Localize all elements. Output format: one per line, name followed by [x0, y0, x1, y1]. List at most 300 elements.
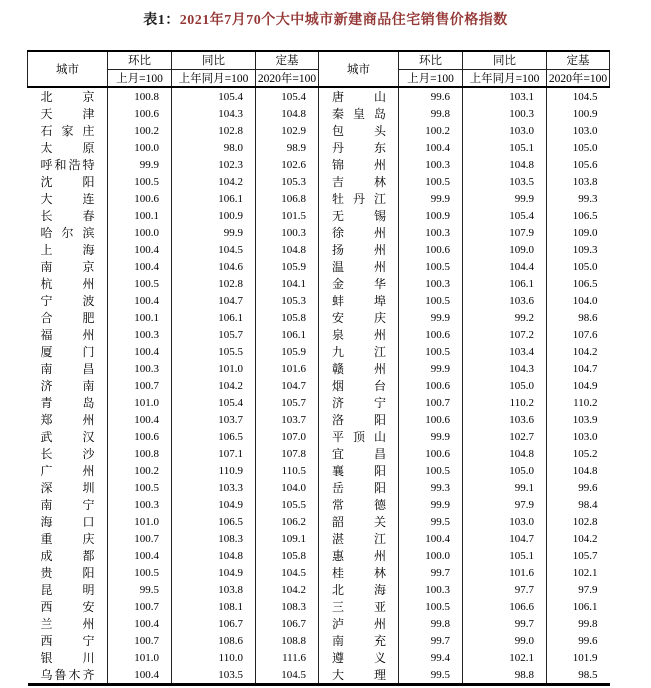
city-cell [319, 428, 399, 445]
mom-value-cell: 100.3 [399, 156, 463, 173]
header-yoy-left: 同比 [172, 51, 256, 69]
mom-value-cell: 100.9 [399, 207, 463, 224]
yoy-value-cell: 104.9 [172, 496, 256, 513]
yoy-value-cell: 105.7 [172, 326, 256, 343]
city-cell [319, 649, 399, 666]
table-row [28, 360, 610, 377]
mom-value-cell: 99.7 [399, 632, 463, 649]
city-cell [319, 496, 399, 513]
table-row [28, 105, 610, 122]
base-value-cell: 105.6 [547, 156, 610, 173]
city-cell [319, 564, 399, 581]
yoy-value-cell: 99.1 [463, 479, 547, 496]
city-cell [28, 547, 108, 564]
table-row [28, 428, 610, 445]
header-mom-sub-left: 上月=100 [108, 69, 172, 87]
city-cell [319, 530, 399, 547]
table-row [28, 479, 610, 496]
table-row [28, 513, 610, 530]
city-name: 武汉 [40, 430, 95, 444]
yoy-value-cell: 104.8 [463, 445, 547, 462]
city-cell [28, 173, 108, 190]
base-value-cell: 99.3 [547, 190, 610, 207]
table-row [28, 343, 610, 360]
page-title [0, 0, 651, 29]
city-name: 洛阳 [332, 413, 386, 427]
base-value-cell: 104.7 [547, 360, 610, 377]
city-name: 福州 [40, 328, 95, 342]
mom-value-cell: 100.6 [399, 377, 463, 394]
table-row [28, 190, 610, 207]
yoy-value-cell: 103.6 [463, 411, 547, 428]
mom-value-cell: 100.4 [108, 411, 172, 428]
yoy-value-cell: 105.4 [172, 87, 256, 105]
header-base-right: 定基 [547, 51, 610, 69]
yoy-value-cell: 106.1 [172, 309, 256, 326]
mom-value-cell: 99.5 [108, 581, 172, 598]
yoy-value-cell: 105.0 [463, 377, 547, 394]
city-cell [28, 513, 108, 530]
city-name: 银川 [40, 651, 95, 665]
city-cell [319, 105, 399, 122]
city-cell [28, 224, 108, 241]
mom-value-cell: 100.1 [108, 309, 172, 326]
base-value-cell: 104.2 [256, 581, 319, 598]
header-mom-right: 环比 [399, 51, 463, 69]
yoy-value-cell: 108.6 [172, 632, 256, 649]
base-value-cell: 105.2 [547, 445, 610, 462]
base-value-cell: 100.3 [256, 224, 319, 241]
yoy-value-cell: 103.0 [463, 513, 547, 530]
city-name: 郑州 [40, 413, 95, 427]
city-name: 金华 [332, 277, 386, 291]
mom-value-cell: 99.7 [399, 564, 463, 581]
base-value-cell: 107.6 [547, 326, 610, 343]
yoy-value-cell: 104.8 [172, 547, 256, 564]
table-row [28, 598, 610, 615]
table-row [28, 275, 610, 292]
city-cell [28, 462, 108, 479]
city-cell [28, 87, 108, 105]
city-name: 济南 [40, 379, 95, 393]
mom-value-cell: 100.3 [399, 581, 463, 598]
yoy-value-cell: 100.9 [172, 207, 256, 224]
yoy-value-cell: 102.8 [172, 275, 256, 292]
city-cell [319, 343, 399, 360]
yoy-value-cell: 108.1 [172, 598, 256, 615]
city-cell [28, 394, 108, 411]
city-name: 海口 [40, 515, 95, 529]
city-cell [319, 394, 399, 411]
city-name: 徐州 [332, 226, 386, 240]
base-value-cell: 104.7 [256, 377, 319, 394]
base-value-cell: 104.9 [547, 377, 610, 394]
yoy-value-cell: 110.0 [172, 649, 256, 666]
base-value-cell: 107.0 [256, 428, 319, 445]
header-city-left: 城市 [28, 51, 108, 87]
mom-value-cell: 100.0 [108, 139, 172, 156]
title-text: 2021年7月70个大中城市新建商品住宅销售价格指数 [179, 13, 508, 28]
mom-value-cell: 100.7 [108, 377, 172, 394]
yoy-value-cell: 107.2 [463, 326, 547, 343]
yoy-value-cell: 102.1 [463, 649, 547, 666]
base-value-cell: 109.3 [547, 241, 610, 258]
city-cell [28, 598, 108, 615]
table-row [28, 411, 610, 428]
city-cell [319, 479, 399, 496]
mom-value-cell: 99.9 [399, 428, 463, 445]
city-name: 惠州 [332, 549, 386, 563]
city-cell [319, 377, 399, 394]
base-value-cell: 102.6 [256, 156, 319, 173]
city-name: 重庆 [40, 532, 95, 546]
mom-value-cell: 100.5 [399, 343, 463, 360]
city-cell [319, 173, 399, 190]
base-value-cell: 102.9 [256, 122, 319, 139]
yoy-value-cell: 104.7 [172, 292, 256, 309]
city-name: 桂林 [332, 566, 386, 580]
yoy-value-cell: 98.8 [463, 666, 547, 685]
city-name: 厦门 [40, 345, 95, 359]
city-cell [28, 105, 108, 122]
city-cell [319, 360, 399, 377]
yoy-value-cell: 106.5 [172, 428, 256, 445]
yoy-value-cell: 104.3 [463, 360, 547, 377]
city-name: 温州 [332, 260, 386, 274]
table-row [28, 581, 610, 598]
table-row [28, 207, 610, 224]
base-value-cell: 99.6 [547, 632, 610, 649]
mom-value-cell: 100.4 [108, 343, 172, 360]
yoy-value-cell: 100.3 [463, 105, 547, 122]
mom-value-cell: 100.7 [108, 530, 172, 547]
base-value-cell: 104.2 [547, 530, 610, 547]
header-yoy-right: 同比 [463, 51, 547, 69]
mom-value-cell: 100.8 [108, 87, 172, 105]
base-value-cell: 103.9 [547, 411, 610, 428]
base-value-cell: 105.8 [256, 547, 319, 564]
header-mom-sub-right: 上月=100 [399, 69, 463, 87]
base-value-cell: 106.8 [256, 190, 319, 207]
city-name: 昆明 [40, 583, 95, 597]
yoy-value-cell: 110.9 [172, 462, 256, 479]
base-value-cell: 98.4 [547, 496, 610, 513]
yoy-value-cell: 104.3 [172, 105, 256, 122]
city-cell [28, 581, 108, 598]
base-value-cell: 97.9 [547, 581, 610, 598]
table-header [28, 51, 610, 87]
yoy-value-cell: 99.7 [463, 615, 547, 632]
base-value-cell: 111.6 [256, 649, 319, 666]
base-value-cell: 105.3 [256, 292, 319, 309]
city-cell [28, 241, 108, 258]
table-row [28, 615, 610, 632]
city-name: 广州 [40, 464, 95, 478]
yoy-value-cell: 104.4 [463, 258, 547, 275]
city-cell [319, 207, 399, 224]
price-index-table [27, 50, 610, 686]
mom-value-cell: 100.5 [399, 258, 463, 275]
city-cell [319, 292, 399, 309]
city-cell [319, 445, 399, 462]
city-name: 深圳 [40, 481, 95, 495]
yoy-value-cell: 103.6 [463, 292, 547, 309]
city-name: 赣州 [332, 362, 386, 376]
mom-value-cell: 100.6 [399, 241, 463, 258]
mom-value-cell: 100.4 [108, 666, 172, 685]
city-name: 大连 [40, 192, 95, 206]
yoy-value-cell: 105.4 [172, 394, 256, 411]
base-value-cell: 104.1 [256, 275, 319, 292]
city-cell [28, 275, 108, 292]
mom-value-cell: 99.8 [399, 615, 463, 632]
mom-value-cell: 100.6 [399, 326, 463, 343]
city-cell [319, 615, 399, 632]
yoy-value-cell: 106.1 [172, 190, 256, 207]
yoy-value-cell: 104.7 [463, 530, 547, 547]
city-cell [319, 309, 399, 326]
city-name: 吉林 [332, 175, 386, 189]
yoy-value-cell: 103.5 [463, 173, 547, 190]
city-cell [28, 139, 108, 156]
title-prefix: 表1： [143, 13, 180, 28]
mom-value-cell: 100.4 [399, 139, 463, 156]
city-name: 湛江 [332, 532, 386, 546]
base-value-cell: 104.5 [256, 666, 319, 685]
table-row [28, 496, 610, 513]
table-row [28, 462, 610, 479]
yoy-value-cell: 107.9 [463, 224, 547, 241]
yoy-value-cell: 101.0 [172, 360, 256, 377]
city-name: 牡丹江 [332, 192, 386, 206]
city-name: 唐山 [332, 90, 386, 104]
mom-value-cell: 100.5 [399, 292, 463, 309]
city-name: 贵阳 [40, 566, 95, 580]
header-yoy-sub-right: 上年同月=100 [463, 69, 547, 87]
mom-value-cell: 100.8 [108, 445, 172, 462]
mom-value-cell: 100.3 [108, 326, 172, 343]
mom-value-cell: 101.0 [108, 649, 172, 666]
city-cell [28, 496, 108, 513]
base-value-cell: 104.8 [547, 462, 610, 479]
city-cell [319, 87, 399, 105]
city-cell [319, 258, 399, 275]
yoy-value-cell: 103.0 [463, 122, 547, 139]
base-value-cell: 101.5 [256, 207, 319, 224]
mom-value-cell: 100.0 [108, 224, 172, 241]
yoy-value-cell: 103.7 [172, 411, 256, 428]
city-name: 哈尔滨 [40, 226, 95, 240]
city-name: 泸州 [332, 617, 386, 631]
city-cell [28, 411, 108, 428]
table-row [28, 122, 610, 139]
mom-value-cell: 100.7 [399, 394, 463, 411]
base-value-cell: 105.8 [256, 309, 319, 326]
mom-value-cell: 100.0 [399, 547, 463, 564]
header-yoy-sub-left: 上年同月=100 [172, 69, 256, 87]
city-name: 呼和浩特 [40, 158, 95, 172]
yoy-value-cell: 109.0 [463, 241, 547, 258]
city-cell [28, 292, 108, 309]
city-name: 烟台 [332, 379, 386, 393]
mom-value-cell: 100.4 [108, 547, 172, 564]
city-name: 长沙 [40, 447, 95, 461]
yoy-value-cell: 99.9 [172, 224, 256, 241]
base-value-cell: 102.8 [547, 513, 610, 530]
city-name: 乌鲁木齐 [40, 668, 95, 682]
table-row [28, 547, 610, 564]
mom-value-cell: 99.9 [399, 190, 463, 207]
yoy-value-cell: 104.6 [172, 258, 256, 275]
city-cell [28, 258, 108, 275]
base-value-cell: 99.6 [547, 479, 610, 496]
base-value-cell: 108.3 [256, 598, 319, 615]
header-base-left: 定基 [256, 51, 319, 69]
mom-value-cell: 99.9 [399, 309, 463, 326]
yoy-value-cell: 103.4 [463, 343, 547, 360]
mom-value-cell: 99.6 [399, 87, 463, 105]
yoy-value-cell: 99.9 [463, 190, 547, 207]
city-name: 沈阳 [40, 175, 95, 189]
mom-value-cell: 101.0 [108, 513, 172, 530]
mom-value-cell: 100.7 [108, 598, 172, 615]
city-name: 包头 [332, 124, 386, 138]
city-cell [28, 649, 108, 666]
city-name: 西宁 [40, 634, 95, 648]
city-name: 三亚 [332, 600, 386, 614]
table-row [28, 87, 610, 105]
base-value-cell: 104.0 [256, 479, 319, 496]
table-row [28, 326, 610, 343]
yoy-value-cell: 106.5 [172, 513, 256, 530]
mom-value-cell: 100.3 [108, 496, 172, 513]
city-cell [28, 615, 108, 632]
mom-value-cell: 100.4 [108, 241, 172, 258]
mom-value-cell: 100.4 [108, 292, 172, 309]
mom-value-cell: 100.5 [399, 462, 463, 479]
city-cell [319, 190, 399, 207]
city-name: 杭州 [40, 277, 95, 291]
mom-value-cell: 99.4 [399, 649, 463, 666]
city-name: 南充 [332, 634, 386, 648]
city-cell [28, 666, 108, 685]
base-value-cell: 106.5 [547, 275, 610, 292]
base-value-cell: 105.5 [256, 496, 319, 513]
city-name: 无锡 [332, 209, 386, 223]
table-row [28, 649, 610, 666]
city-cell [28, 190, 108, 207]
city-name: 长春 [40, 209, 95, 223]
city-cell [319, 666, 399, 685]
base-value-cell: 106.7 [256, 615, 319, 632]
city-cell [319, 139, 399, 156]
mom-value-cell: 99.9 [399, 360, 463, 377]
yoy-value-cell: 99.2 [463, 309, 547, 326]
table-row [28, 377, 610, 394]
base-value-cell: 105.0 [547, 139, 610, 156]
base-value-cell: 105.9 [256, 343, 319, 360]
yoy-value-cell: 104.9 [172, 564, 256, 581]
base-value-cell: 104.8 [256, 241, 319, 258]
city-name: 合肥 [40, 311, 95, 325]
yoy-value-cell: 102.3 [172, 156, 256, 173]
base-value-cell: 101.9 [547, 649, 610, 666]
city-cell [28, 207, 108, 224]
city-cell [319, 275, 399, 292]
mom-value-cell: 100.5 [108, 173, 172, 190]
city-cell [319, 513, 399, 530]
city-cell [28, 326, 108, 343]
base-value-cell: 108.8 [256, 632, 319, 649]
base-value-cell: 103.7 [256, 411, 319, 428]
base-value-cell: 105.7 [547, 547, 610, 564]
yoy-value-cell: 102.8 [172, 122, 256, 139]
base-value-cell: 110.2 [547, 394, 610, 411]
mom-value-cell: 100.1 [108, 207, 172, 224]
city-name: 九江 [332, 345, 386, 359]
table-body [28, 87, 610, 685]
table-row [28, 564, 610, 581]
city-name: 岳阳 [332, 481, 386, 495]
table-row [28, 139, 610, 156]
base-value-cell: 104.2 [547, 343, 610, 360]
city-cell [28, 530, 108, 547]
base-value-cell: 104.8 [256, 105, 319, 122]
city-cell [28, 122, 108, 139]
city-name: 常德 [332, 498, 386, 512]
mom-value-cell: 99.3 [399, 479, 463, 496]
header-base-sub-left: 2020年=100 [256, 69, 319, 87]
city-cell [319, 632, 399, 649]
yoy-value-cell: 99.0 [463, 632, 547, 649]
base-value-cell: 104.5 [547, 87, 610, 105]
yoy-value-cell: 106.1 [463, 275, 547, 292]
yoy-value-cell: 103.5 [172, 666, 256, 685]
base-value-cell: 100.9 [547, 105, 610, 122]
city-cell [28, 360, 108, 377]
city-name: 南昌 [40, 362, 95, 376]
yoy-value-cell: 98.0 [172, 139, 256, 156]
base-value-cell: 106.1 [547, 598, 610, 615]
city-cell [28, 632, 108, 649]
city-cell [319, 598, 399, 615]
city-cell [28, 564, 108, 581]
city-name: 丹东 [332, 141, 386, 155]
base-value-cell: 105.0 [547, 258, 610, 275]
mom-value-cell: 100.5 [108, 479, 172, 496]
mom-value-cell: 99.8 [399, 105, 463, 122]
header-mom-left: 环比 [108, 51, 172, 69]
city-name: 南宁 [40, 498, 95, 512]
base-value-cell: 103.0 [547, 122, 610, 139]
city-name: 秦皇岛 [332, 107, 386, 121]
city-name: 大理 [332, 668, 386, 682]
yoy-value-cell: 103.8 [172, 581, 256, 598]
base-value-cell: 104.0 [547, 292, 610, 309]
yoy-value-cell: 97.9 [463, 496, 547, 513]
city-cell [319, 462, 399, 479]
table-row [28, 530, 610, 547]
base-value-cell: 109.1 [256, 530, 319, 547]
base-value-cell: 105.3 [256, 173, 319, 190]
city-name: 兰州 [40, 617, 95, 631]
yoy-value-cell: 110.2 [463, 394, 547, 411]
yoy-value-cell: 105.4 [463, 207, 547, 224]
base-value-cell: 106.2 [256, 513, 319, 530]
mom-value-cell: 100.2 [399, 122, 463, 139]
city-name: 平顶山 [332, 430, 386, 444]
mom-value-cell: 100.3 [399, 224, 463, 241]
